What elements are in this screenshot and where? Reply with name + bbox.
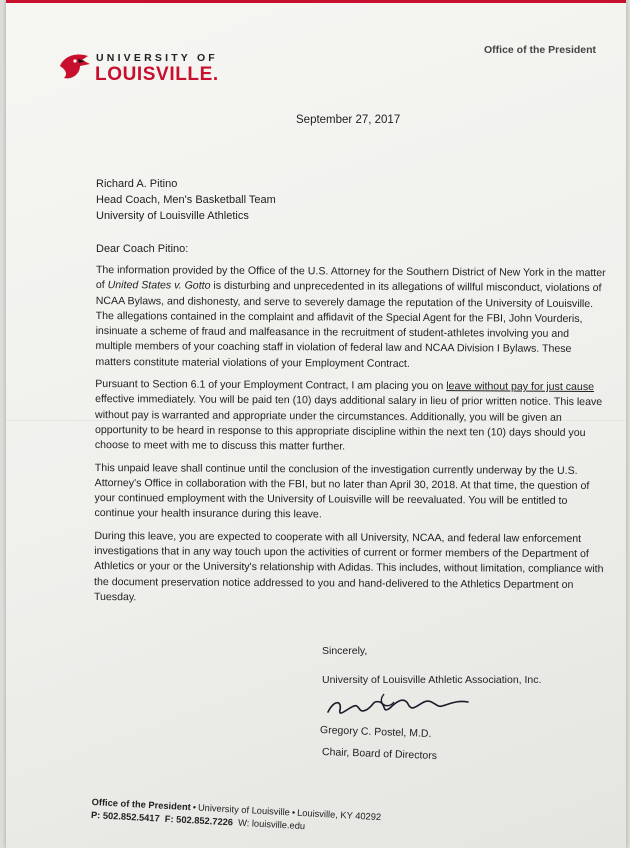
paragraph-1-text-b: is disturbing and unprecedented in its allegations of willful misconduct, violations of NCAA Bylaws, and dishonesty, and serve to severely damage the reputation of the University of Louisville. The allegations contained in the complaint and affidavit of the Special Agent for the FBI, John Vourderis, insinuate a scheme of fraud and malfeasance in the recruitment of student-athletes involving you and multiple members of your coaching staff in violation of federal law and NCAA Division I Bylaws. These matters constitute material violations of your Employment Contract.	[95, 279, 602, 370]
closing-organization: University of Louisville Athletic Association, Inc.	[322, 674, 542, 686]
signer-name: Gregory C. Postel, M.D.	[319, 724, 432, 740]
recipient-name: Richard A. Pitino	[96, 178, 178, 190]
footer-fax: F: 502.852.7226	[164, 813, 234, 828]
paragraph-1-text-a: The information provided by the Office of the U.S. Attorney for the Southern District of New York in the matter of	[95, 263, 606, 292]
paragraph-2-text-a: Pursuant to Section 6.1 of your Employment Contract, I am placing you on	[95, 378, 447, 393]
footer-address: University of Louisville	[197, 802, 291, 818]
salutation: Dear Coach Pitino:	[96, 243, 189, 255]
letter-page	[6, 0, 626, 848]
footer-office: Office of the President	[91, 796, 191, 813]
logo-text-bottom: LOUISVILLE.	[95, 64, 219, 85]
footer-phone: P: 502.852.5417	[90, 809, 160, 824]
university-logo	[58, 50, 228, 88]
logo-text-top: UNIVERSITY OF	[96, 52, 218, 64]
leave-without-pay-phrase: leave without pay for just cause	[446, 380, 595, 394]
paragraph-2-text-b: effective immediately. You will be paid ten (10) days additional salary in lieu of prior written notice. This leave without pay is warranted and appropriate under the circumstances. Additionally, you will be given an opportunity to be heard in response to this appropriate discipline within the next ten (10) days should you choose to meet with me to discuss this matter further.	[94, 393, 603, 453]
letterhead-rule	[6, 0, 626, 3]
paragraph-4: During this leave, you are expected to cooperate with all University, NCAA, and federal law enforcement investigations that in any way touch upon the activities of current or former members of the Department of Athletics or your or the University's relationship with Adidas. This includes, without limitation, compliance with the document preservation notice addressed to you and hand-delivered to the Athletics Department on Tuesday.	[93, 529, 604, 604]
signer-title: Chair, Board of Directors	[321, 745, 438, 763]
letter-body	[94, 263, 608, 615]
closing-block	[322, 644, 541, 688]
paragraph-1	[95, 263, 608, 373]
paragraph-2	[95, 377, 607, 457]
footer-web: W: louisville.edu	[237, 817, 306, 832]
case-name: United States v. Gotto	[107, 279, 211, 292]
cardinal-logo-icon	[58, 52, 92, 82]
recipient-title: Head Coach, Men's Basketball Team	[96, 194, 276, 206]
valediction: Sincerely,	[322, 645, 368, 657]
recipient-org: University of Louisville Athletics	[96, 210, 249, 222]
office-heading: Office of the President	[484, 44, 597, 56]
paragraph-3: This unpaid leave shall continue until the conclusion of the investigation currently underway by the U.S. Attorney's Office in collaboration with the FBI, but no later than April 30, 2018. At that time, the question of your continued employment with the University of Louisville will be reevaluated. You will be entitled to continue your health insurance during this leave.	[94, 461, 590, 521]
footer-city: Louisville, KY 40292	[296, 807, 382, 823]
letter-footer: Office of the President•University of Louisville•Louisville, KY 40292 P: 502.852.5417 F: 502.852.7226 W: louisville.edu	[90, 796, 382, 832]
recipient-address	[96, 176, 276, 224]
handwritten-signature	[324, 690, 474, 722]
letter-date: September 27, 2017	[296, 114, 401, 126]
